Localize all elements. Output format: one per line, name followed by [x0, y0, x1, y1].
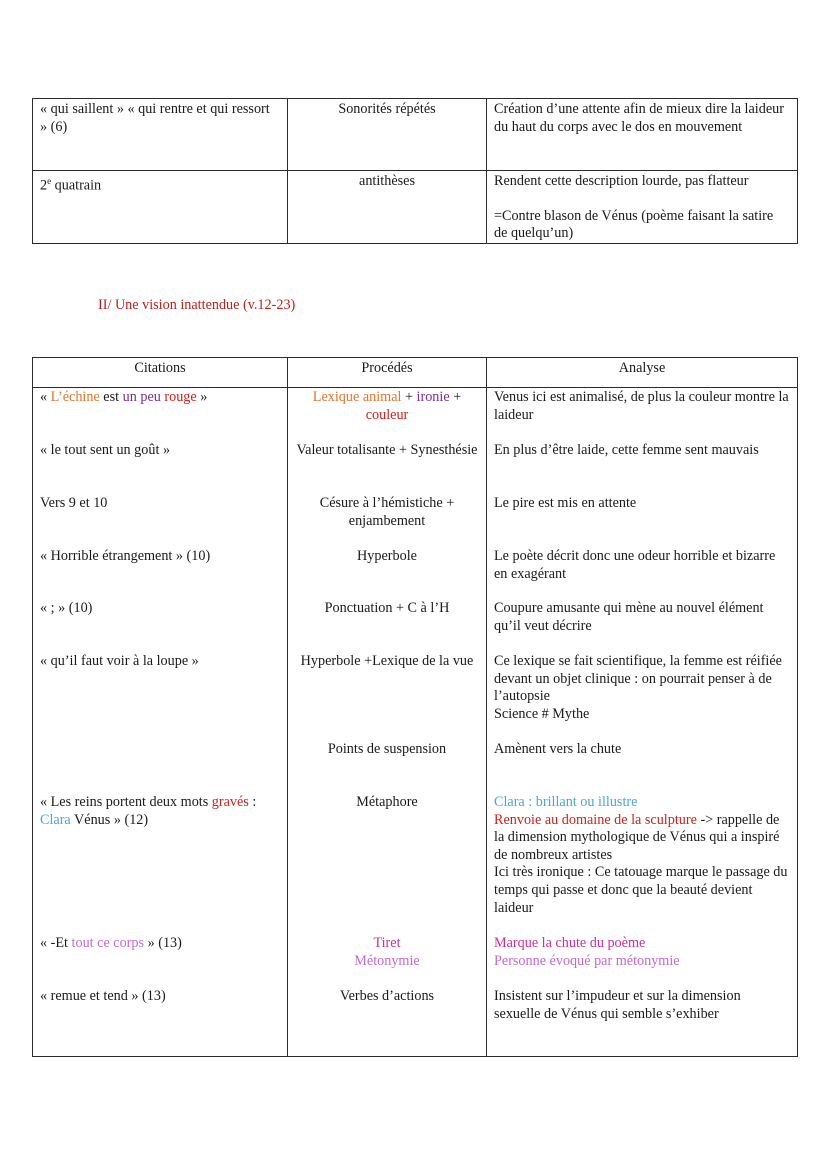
cit-part: L’échine [50, 389, 100, 405]
citation-cell [33, 99, 288, 171]
citation-superscript: e [47, 176, 52, 186]
cit-part: « [40, 389, 51, 405]
citation-cell [33, 171, 288, 244]
analyse-item: Insistent sur l’impudeur et sur la dimension sexuelle de Vénus qui semble s’exhiber [494, 988, 741, 1022]
section-title: II/ Une vision inattendue (v.12-23) [98, 297, 296, 313]
analyse-item: Amènent vers la chute [494, 741, 622, 757]
proc-part: Métonymie [354, 952, 420, 969]
ana-part: Clara : brillant ou illustre [494, 794, 638, 810]
table-row [33, 171, 798, 244]
citation-item [40, 794, 280, 935]
ana-part: Science # Mythe [494, 705, 590, 722]
proc-part: couleur [365, 406, 409, 423]
citation-item: « Horrible étrangement » (10) [40, 548, 211, 564]
analyse-list [487, 388, 797, 1023]
procede-item: Métaphore [356, 794, 418, 810]
citation-item: « qu’il faut voir à la loupe » [40, 653, 199, 669]
proc-part: + [401, 389, 417, 405]
cit-part: Vénus » (12) [70, 811, 149, 828]
ana-part: Marque la chute du poème [494, 935, 646, 951]
procede-text: Sonorités répétés [338, 101, 436, 117]
table-row [33, 99, 798, 171]
citation-text: « qui saillent » « qui rentre et qui ressort » (6) [40, 101, 270, 135]
header-procedes: Procédés [288, 358, 487, 388]
analyse-block [487, 171, 797, 243]
analyse-cell [487, 171, 798, 244]
citation-item: Vers 9 et 10 [40, 495, 108, 511]
cit-part: Clara [40, 811, 71, 828]
analyse-item: Venus ici est animalisé, de plus la couleur montre la laideur [494, 389, 789, 423]
procedes-list [288, 388, 486, 1006]
proc-part: Lexique animal [312, 389, 402, 405]
citation-item [40, 741, 280, 794]
citation-text [33, 171, 287, 195]
analyse-column [487, 388, 798, 1057]
ana-red-part: Renvoie au domaine de la sculpture [494, 811, 697, 828]
analyse-line: =Contre blason de Vénus (poème faisant la satire de quelqu’un) [494, 207, 774, 242]
citation-item [40, 389, 280, 442]
cit-part: » [196, 389, 208, 405]
citation-item [40, 935, 280, 988]
cit-part: un peu [122, 389, 161, 405]
procede-cell [288, 171, 487, 244]
table-header-row [33, 358, 798, 388]
citation-number: 2 [40, 177, 48, 194]
procede-item: Césure à l’hémistiche + enjambement [319, 495, 455, 529]
citation-item: « le tout sent un goût » [40, 442, 171, 458]
analyse-item: En plus d’être laide, cette femme sent mauvais [494, 442, 759, 458]
procede-item [295, 935, 479, 988]
cit-part: rouge [164, 389, 197, 405]
analyse-item: Coupure amusante qui mène au nouvel élément qu’il veut décrire [494, 600, 764, 634]
procede-item: Valeur totalisante + Synesthésie [296, 442, 478, 458]
procede-text: antithèses [359, 173, 415, 189]
proc-part: ironie [416, 389, 450, 405]
analyse-cell [487, 99, 798, 171]
table-body-row [33, 388, 798, 1057]
analyse-item [494, 935, 790, 988]
cit-part: est [99, 389, 123, 405]
proc-part: + [449, 389, 462, 405]
citations-column [33, 388, 288, 1057]
main-analysis-table [32, 357, 798, 1057]
procede-cell [288, 99, 487, 171]
analyse-text: Création d’une attente afin de mieux dire la laideur du haut du corps avec le dos en mouvement [494, 101, 784, 135]
ana-part: Ce lexique se fait scientifique, la femme est réifiée devant un objet clinique : on pourrait penser à de l’autopsie [494, 653, 782, 705]
procede-item: Ponctuation + C à l’H [324, 600, 450, 616]
procede-item: Points de suspension [327, 741, 447, 757]
citations-list [33, 388, 287, 1006]
analyse-line: Rendent cette description lourde, pas flatteur [494, 173, 749, 189]
top-analysis-table [32, 98, 798, 244]
procede-item: Hyperbole +Lexique de la vue [300, 653, 474, 669]
procedes-column [288, 388, 487, 1057]
procede-item: Verbes d’actions [339, 988, 435, 1004]
ana-part [494, 812, 790, 865]
procede-item [295, 389, 479, 442]
header-analyse: Analyse [487, 358, 798, 388]
ana-part: Personne évoqué par métonymie [494, 952, 680, 969]
cit-part: gravés [211, 794, 249, 810]
header-citations: Citations [33, 358, 288, 388]
citation-item: « remue et tend » (13) [40, 988, 166, 1004]
citation-rest: quatrain [51, 177, 102, 194]
citation-item: « ; » (10) [40, 600, 93, 616]
cit-part: « Les reins portent deux mots [40, 794, 212, 810]
analyse-item: Le poète décrit donc une odeur horrible et bizarre en exagérant [494, 548, 776, 582]
analyse-item: Le pire est mis en attente [494, 495, 637, 511]
cit-part: » (13) [144, 935, 182, 951]
proc-part: Tiret [373, 935, 401, 951]
ana-rest-part: -> rappelle de la dimension mythologique de Vénus qui a inspiré de nombreux artistes [494, 811, 780, 863]
ana-part: Ici très ironique : Ce tatouage marque le passage du temps qui passe et donc que la beauté devient laideur [494, 864, 788, 916]
cit-part: tout ce corps [71, 935, 145, 951]
cit-part: : [248, 794, 257, 810]
analyse-item [494, 653, 790, 741]
procede-item: Hyperbole [357, 548, 417, 564]
analyse-item [494, 794, 790, 935]
cit-part: « -Et [40, 935, 72, 951]
